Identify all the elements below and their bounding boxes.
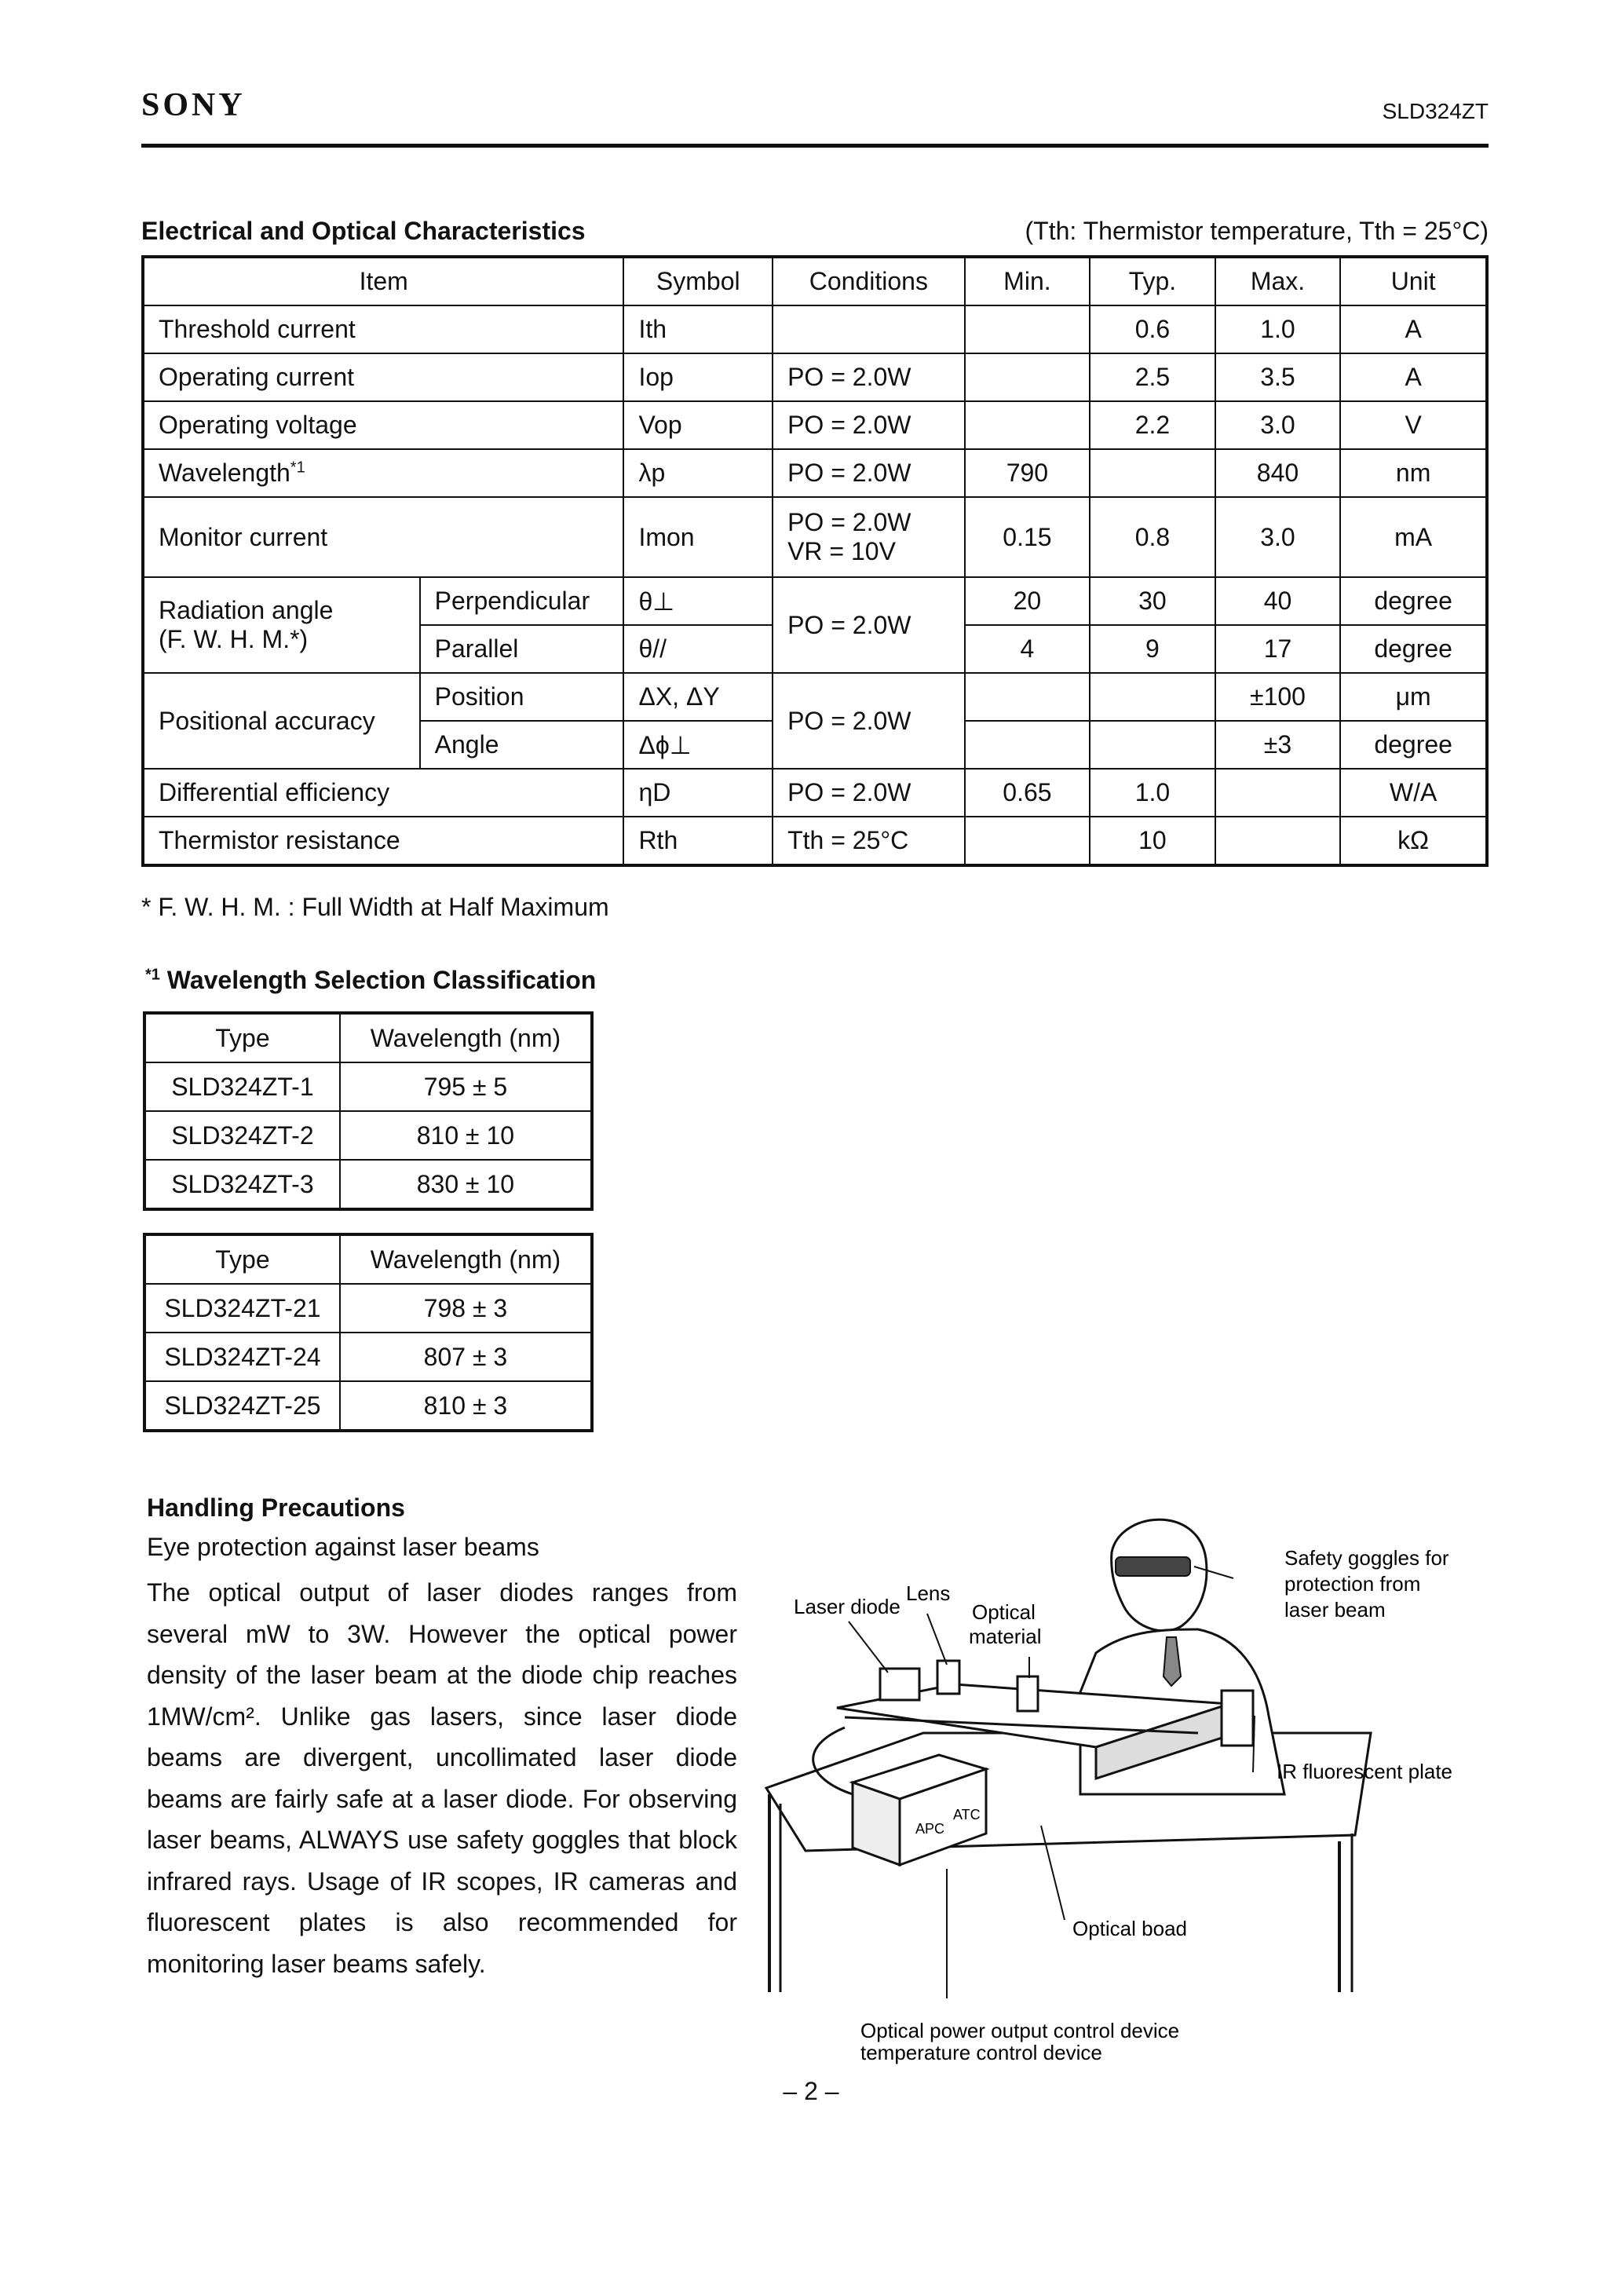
atc-label: ATC xyxy=(953,1807,981,1823)
col-header-wavelength: Wavelength (nm) xyxy=(340,1234,592,1284)
handling-title: Handling Precautions xyxy=(147,1493,405,1522)
wl-class-table-1 xyxy=(143,1011,594,1211)
row-min xyxy=(965,721,1090,769)
row-subitem: Position xyxy=(420,673,624,721)
wl-class-title-text: Wavelength Selection Classification xyxy=(166,966,597,994)
col-header-conditions: Conditions xyxy=(773,257,965,305)
wavelength-cell: 798 ± 3 xyxy=(340,1284,592,1333)
row-max: ±3 xyxy=(1215,721,1341,769)
col-header-type: Type xyxy=(144,1013,340,1062)
handling-body: The optical output of laser diodes ranges from several mW to 3W. However the optical power density of the laser beam at the diode chip reaches 1MW/cm². Unlike gas lasers, since laser diode beams are divergent, uncollimated laser diode beams are fairly safe at a laser diode. For observing laser beams, ALWAYS use safety goggles that block infrared rays. Usage of IR scopes, IR cameras and fluorescent plates is also recommended for monitoring laser beams safely. xyxy=(147,1578,737,1978)
row-min: 790 xyxy=(965,449,1090,497)
row-subitem: Angle xyxy=(420,721,624,769)
row-typ xyxy=(1090,673,1215,721)
row-unit: degree xyxy=(1340,625,1487,673)
row-item xyxy=(143,577,420,673)
row-max xyxy=(1215,769,1341,817)
footnote-marker: *1 xyxy=(290,459,305,477)
row-unit: kΩ xyxy=(1340,817,1487,865)
row-unit: A xyxy=(1340,353,1487,401)
apc-label: APC xyxy=(915,1821,945,1837)
row-unit: V xyxy=(1340,401,1487,449)
table-row xyxy=(144,1111,592,1160)
row-conditions: PO = 2.0W xyxy=(773,401,965,449)
label-optical-material-line1: Optical xyxy=(972,1600,1036,1624)
row-typ xyxy=(1090,449,1215,497)
row-max: 17 xyxy=(1215,625,1341,673)
table-row xyxy=(143,817,1487,865)
row-max: 1.0 xyxy=(1215,305,1341,353)
row-conditions: PO = 2.0W xyxy=(773,353,965,401)
eo-test-condition: (Tth: Thermistor temperature, Tth = 25°C) xyxy=(1025,217,1489,245)
row-max xyxy=(1215,817,1341,865)
table-row xyxy=(144,1381,592,1431)
row-min xyxy=(965,817,1090,865)
row-symbol: Ith xyxy=(623,305,773,353)
row-conditions xyxy=(773,497,965,577)
col-header-wavelength: Wavelength (nm) xyxy=(340,1013,592,1062)
type-cell: SLD324ZT-2 xyxy=(144,1111,340,1160)
footnote-marker: *1 xyxy=(145,966,160,984)
table-row xyxy=(144,1062,592,1111)
wl-header-row xyxy=(144,1013,592,1062)
col-header-min: Min. xyxy=(965,257,1090,305)
row-symbol: λp xyxy=(623,449,773,497)
handling-subtitle: Eye protection against laser beams xyxy=(147,1533,539,1561)
row-symbol: θ// xyxy=(623,625,773,673)
row-unit: nm xyxy=(1340,449,1487,497)
row-item: Threshold current xyxy=(143,305,623,353)
label-goggles-line2: protection from xyxy=(1284,1572,1421,1596)
row-symbol: ηD xyxy=(623,769,773,817)
col-header-item: Item xyxy=(143,257,623,305)
row-typ: 0.8 xyxy=(1090,497,1215,577)
optical-material-holder xyxy=(1017,1676,1038,1711)
row-subitem: Perpendicular xyxy=(420,577,624,625)
header-rule xyxy=(141,144,1489,148)
row-symbol: ΔX, ΔY xyxy=(623,673,773,721)
wl-class-table-2 xyxy=(143,1233,594,1432)
label-laser-diode: Laser diode xyxy=(794,1595,901,1618)
row-typ: 2.5 xyxy=(1090,353,1215,401)
row-min xyxy=(965,673,1090,721)
row-unit: mA xyxy=(1340,497,1487,577)
row-typ: 30 xyxy=(1090,577,1215,625)
row-item xyxy=(143,449,623,497)
type-cell: SLD324ZT-1 xyxy=(144,1062,340,1111)
row-conditions-line: PO = 2.0W xyxy=(787,508,911,536)
sony-logo: SONY xyxy=(141,87,246,123)
row-conditions: PO = 2.0W xyxy=(773,577,965,673)
row-min: 0.65 xyxy=(965,769,1090,817)
type-cell: SLD324ZT-21 xyxy=(144,1284,340,1333)
row-conditions: Tth = 25°C xyxy=(773,817,965,865)
wl-header-row xyxy=(144,1234,592,1284)
row-item: Differential efficiency xyxy=(143,769,623,817)
row-typ: 10 xyxy=(1090,817,1215,865)
wavelength-cell: 810 ± 10 xyxy=(340,1111,592,1160)
table-row xyxy=(143,673,1487,721)
row-unit: μm xyxy=(1340,673,1487,721)
table-row xyxy=(143,353,1487,401)
wavelength-cell: 807 ± 3 xyxy=(340,1333,592,1381)
table-row xyxy=(143,577,1487,625)
table-row xyxy=(144,1160,592,1209)
row-typ: 9 xyxy=(1090,625,1215,673)
lens-mount xyxy=(937,1661,959,1694)
col-header-type: Type xyxy=(144,1234,340,1284)
row-symbol: Δϕ⊥ xyxy=(623,721,773,769)
part-code: SLD324ZT xyxy=(1382,99,1489,123)
table-row xyxy=(144,1284,592,1333)
label-control-line1: Optical power output control device xyxy=(860,2019,1180,2042)
row-max: 840 xyxy=(1215,449,1341,497)
row-max: 3.0 xyxy=(1215,497,1341,577)
row-min xyxy=(965,401,1090,449)
laser-diode-mount xyxy=(880,1669,919,1700)
row-min xyxy=(965,353,1090,401)
leader-line xyxy=(849,1621,888,1673)
wl-class-title xyxy=(145,966,596,995)
row-max: 40 xyxy=(1215,577,1341,625)
row-conditions: PO = 2.0W xyxy=(773,769,965,817)
type-cell: SLD324ZT-3 xyxy=(144,1160,340,1209)
row-max: 3.5 xyxy=(1215,353,1341,401)
label-optical-board: Optical boad xyxy=(1072,1917,1187,1940)
row-typ xyxy=(1090,721,1215,769)
eo-characteristics-table xyxy=(141,255,1489,867)
row-symbol: Rth xyxy=(623,817,773,865)
wavelength-cell: 795 ± 5 xyxy=(340,1062,592,1111)
table-row xyxy=(143,449,1487,497)
row-unit: degree xyxy=(1340,577,1487,625)
fwhm-footnote: * F. W. H. M. : Full Width at Half Maximum xyxy=(141,893,609,921)
wavelength-cell: 830 ± 10 xyxy=(340,1160,592,1209)
row-item-line: Radiation angle xyxy=(159,596,334,624)
laser-bench-illustration xyxy=(758,1512,1496,2077)
page-number: – 2 – xyxy=(783,2077,839,2105)
row-symbol: Vop xyxy=(623,401,773,449)
row-unit: A xyxy=(1340,305,1487,353)
row-symbol: θ⊥ xyxy=(623,577,773,625)
label-ir-plate: IR fluorescent plate xyxy=(1277,1760,1453,1783)
col-header-unit: Unit xyxy=(1340,257,1487,305)
row-item: Positional accuracy xyxy=(143,673,420,769)
row-typ: 2.2 xyxy=(1090,401,1215,449)
row-conditions xyxy=(773,305,965,353)
table-row xyxy=(143,769,1487,817)
leader-line xyxy=(927,1614,947,1665)
row-item-line: (F. W. H. M.*) xyxy=(159,625,309,653)
label-control-line2: temperature control device xyxy=(860,2041,1102,2064)
table-row xyxy=(143,497,1487,577)
row-max: ±100 xyxy=(1215,673,1341,721)
label-lens: Lens xyxy=(906,1581,951,1605)
eo-header-row xyxy=(143,257,1487,305)
table-row xyxy=(143,401,1487,449)
row-unit: degree xyxy=(1340,721,1487,769)
type-cell: SLD324ZT-25 xyxy=(144,1381,340,1431)
row-min xyxy=(965,305,1090,353)
row-unit: W/A xyxy=(1340,769,1487,817)
row-min: 4 xyxy=(965,625,1090,673)
row-min: 20 xyxy=(965,577,1090,625)
row-item-label: Wavelength xyxy=(159,459,290,487)
row-item: Thermistor resistance xyxy=(143,817,623,865)
label-goggles-line1: Safety goggles for xyxy=(1284,1546,1449,1570)
row-max: 3.0 xyxy=(1215,401,1341,449)
eo-section-title: Electrical and Optical Characteristics xyxy=(141,217,586,245)
row-subitem: Parallel xyxy=(420,625,624,673)
col-header-typ: Typ. xyxy=(1090,257,1215,305)
row-item: Operating current xyxy=(143,353,623,401)
row-conditions: PO = 2.0W xyxy=(773,673,965,769)
row-symbol: Imon xyxy=(623,497,773,577)
ir-plate-stand xyxy=(1222,1691,1253,1746)
table-row xyxy=(143,305,1487,353)
safety-goggles xyxy=(1116,1557,1190,1576)
col-header-max: Max. xyxy=(1215,257,1341,305)
row-symbol: Iop xyxy=(623,353,773,401)
row-conditions-line: VR = 10V xyxy=(787,537,896,565)
row-item: Operating voltage xyxy=(143,401,623,449)
row-typ: 1.0 xyxy=(1090,769,1215,817)
label-optical-material-line2: material xyxy=(969,1625,1042,1648)
row-item: Monitor current xyxy=(143,497,623,577)
wavelength-cell: 810 ± 3 xyxy=(340,1381,592,1431)
table-row xyxy=(144,1333,592,1381)
row-typ: 0.6 xyxy=(1090,305,1215,353)
row-min: 0.15 xyxy=(965,497,1090,577)
row-conditions: PO = 2.0W xyxy=(773,449,965,497)
col-header-symbol: Symbol xyxy=(623,257,773,305)
label-goggles-line3: laser beam xyxy=(1284,1598,1386,1621)
type-cell: SLD324ZT-24 xyxy=(144,1333,340,1381)
